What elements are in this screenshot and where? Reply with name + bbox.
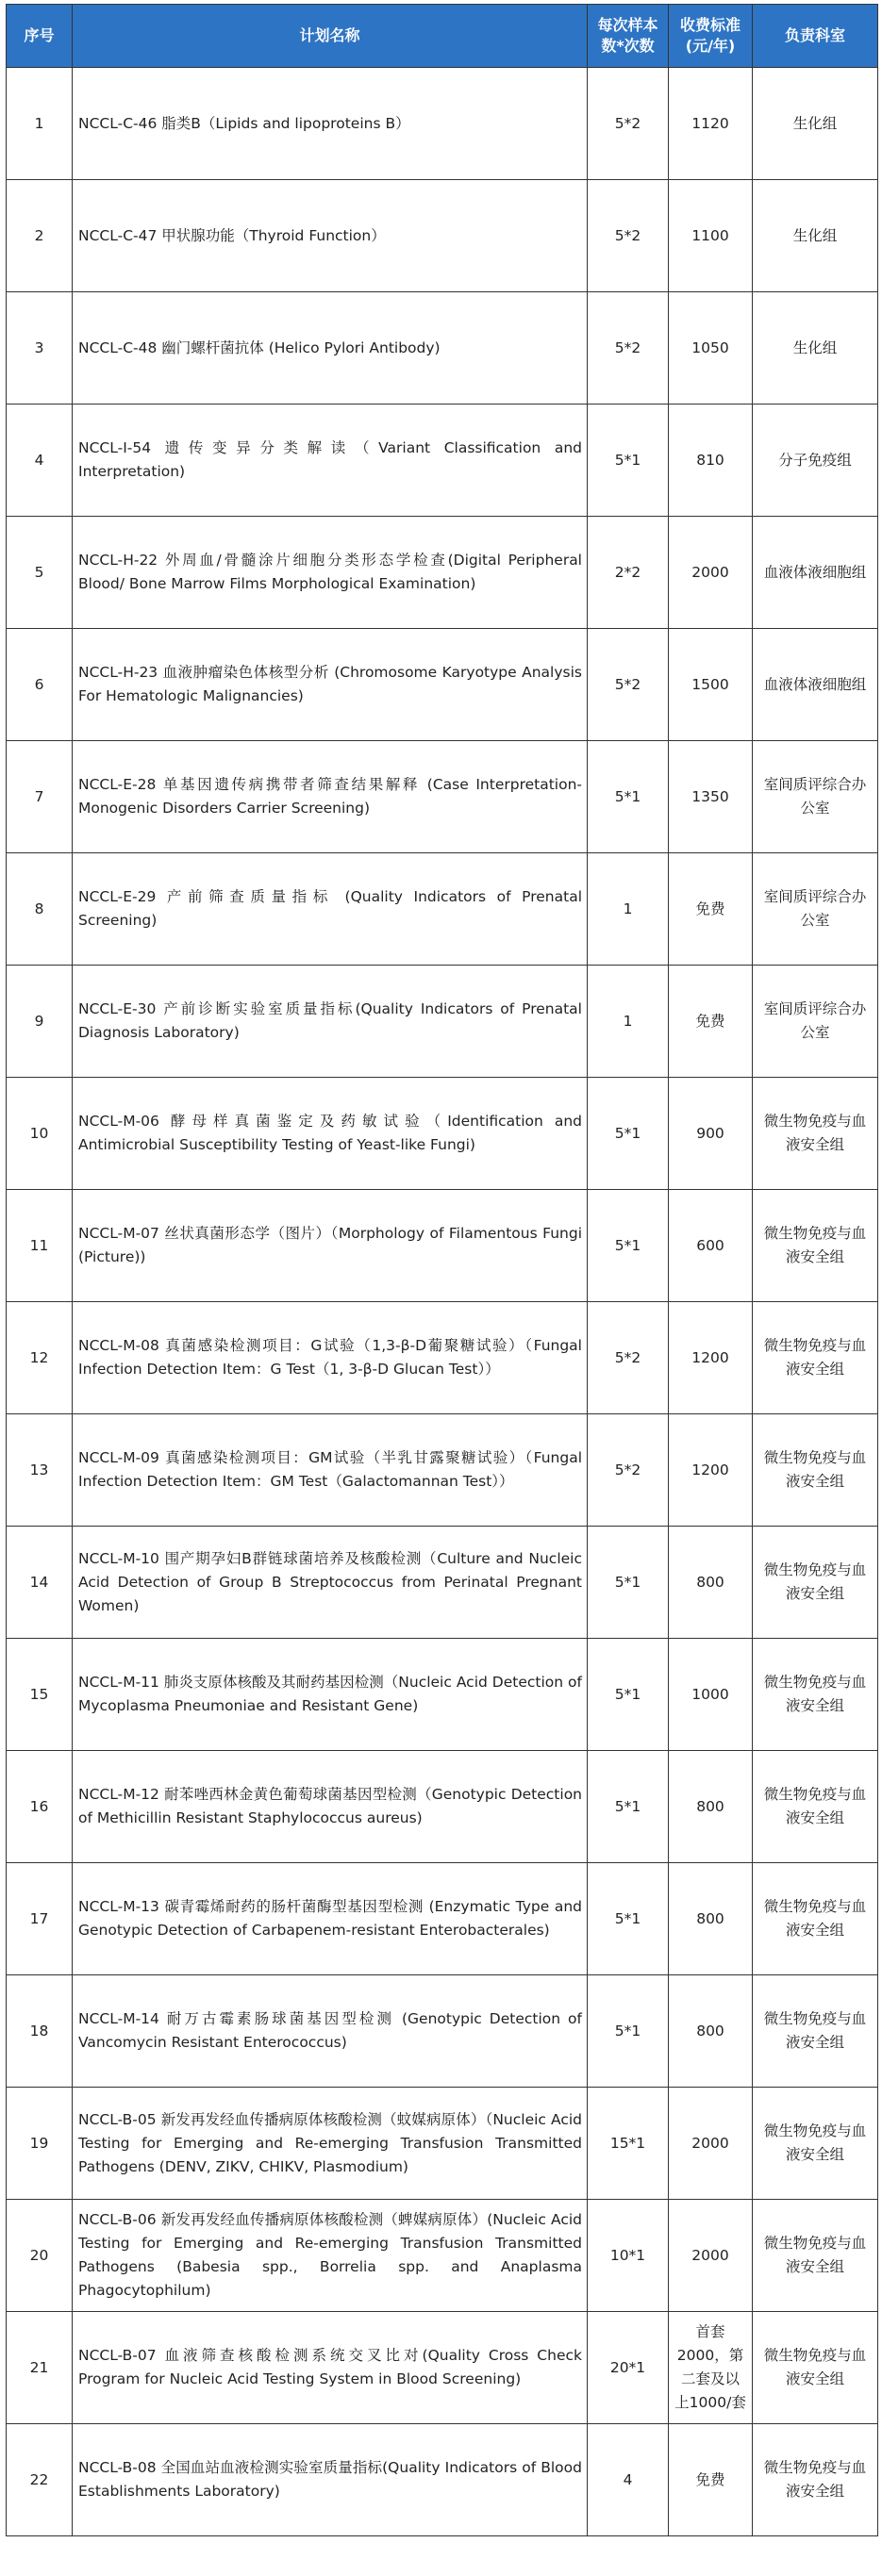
plan-name-cell: NCCL-H-22 外周血/骨髓涂片细胞分类形态学检查(Digital Peripheral Blood/ Bone Marrow Films Morphological Examination) <box>73 517 588 629</box>
sample-count-cell: 5*1 <box>588 405 669 517</box>
sample-count-cell: 5*2 <box>588 292 669 405</box>
row-index-cell: 4 <box>7 405 73 517</box>
fee-cell: 800 <box>669 1863 753 1975</box>
plan-name-cell: NCCL-M-06 酵母样真菌鉴定及药敏试验（Identification and Antimicrobial Susceptibility Testing of Yeast-like Fungi) <box>73 1078 588 1190</box>
header-index: 序号 <box>7 5 73 68</box>
department-cell: 微生物免疫与血液安全组 <box>753 1863 878 1975</box>
header-department: 负责科室 <box>753 5 878 68</box>
table-row <box>7 68 878 180</box>
row-index-cell: 11 <box>7 1190 73 1302</box>
sample-count-cell: 15*1 <box>588 2088 669 2200</box>
fee-cell: 800 <box>669 1527 753 1639</box>
plan-table <box>6 4 878 2536</box>
fee-cell: 1000 <box>669 1639 753 1751</box>
department-cell: 微生物免疫与血液安全组 <box>753 1751 878 1863</box>
sample-count-cell: 1 <box>588 853 669 966</box>
plan-name-cell: NCCL-H-23 血液肿瘤染色体核型分析 (Chromosome Karyotype Analysis For Hematologic Malignancies) <box>73 629 588 741</box>
row-index-cell: 8 <box>7 853 73 966</box>
fee-cell: 2000 <box>669 2088 753 2200</box>
table-row <box>7 1414 878 1527</box>
plan-name-cell: NCCL-C-48 幽门螺杆菌抗体 (Helico Pylori Antibody) <box>73 292 588 405</box>
department-cell: 生化组 <box>753 292 878 405</box>
plan-name-cell: NCCL-M-14 耐万古霉素肠球菌基因型检测 (Genotypic Detection of Vancomycin Resistant Enterococcus) <box>73 1975 588 2088</box>
fee-cell: 1200 <box>669 1302 753 1414</box>
table-row <box>7 853 878 966</box>
sample-count-cell: 5*1 <box>588 1639 669 1751</box>
fee-cell: 1200 <box>669 1414 753 1527</box>
plan-name-cell: NCCL-M-10 围产期孕妇B群链球菌培养及核酸检测（Culture and Nucleic Acid Detection of Group B Streptococcus from Perinatal Pregnant Women) <box>73 1527 588 1639</box>
department-cell: 微生物免疫与血液安全组 <box>753 1975 878 2088</box>
sample-count-cell: 1 <box>588 966 669 1078</box>
row-index-cell: 18 <box>7 1975 73 2088</box>
department-cell: 血液体液细胞组 <box>753 629 878 741</box>
plan-name-cell: NCCL-E-30 产前诊断实验室质量指标(Quality Indicators of Prenatal Diagnosis Laboratory) <box>73 966 588 1078</box>
department-cell: 微生物免疫与血液安全组 <box>753 2424 878 2536</box>
plan-name-cell: NCCL-M-13 碳青霉烯耐药的肠杆菌酶型基因型检测 (Enzymatic Type and Genotypic Detection of Carbapenem-resistant Enterobacterales) <box>73 1863 588 1975</box>
table-header-row <box>7 5 878 68</box>
row-index-cell: 22 <box>7 2424 73 2536</box>
table-row <box>7 405 878 517</box>
department-cell: 微生物免疫与血液安全组 <box>753 1527 878 1639</box>
header-samples: 每次样本数*次数 <box>588 5 669 68</box>
table-row <box>7 2424 878 2536</box>
table-row <box>7 2200 878 2312</box>
row-index-cell: 2 <box>7 180 73 292</box>
row-index-cell: 20 <box>7 2200 73 2312</box>
sample-count-cell: 5*1 <box>588 741 669 853</box>
table-row <box>7 180 878 292</box>
plan-name-cell: NCCL-B-06 新发再发经血传播病原体核酸检测（蜱媒病原体）(Nucleic Acid Testing for Emerging and Re-emerging Transfusion Transmitted Pathogens (Babesia spp., Borrelia spp. and Anaplasma Phagocytophilum) <box>73 2200 588 2312</box>
fee-cell: 2000 <box>669 517 753 629</box>
table-row <box>7 292 878 405</box>
plan-name-cell: NCCL-C-46 脂类B（Lipids and lipoproteins B） <box>73 68 588 180</box>
sample-count-cell: 5*2 <box>588 1414 669 1527</box>
fee-cell: 首套2000，第二套及以上1000/套 <box>669 2312 753 2424</box>
row-index-cell: 6 <box>7 629 73 741</box>
fee-cell: 1120 <box>669 68 753 180</box>
table-row <box>7 1527 878 1639</box>
table-row <box>7 966 878 1078</box>
row-index-cell: 19 <box>7 2088 73 2200</box>
fee-cell: 600 <box>669 1190 753 1302</box>
table-row <box>7 1302 878 1414</box>
table-row <box>7 1863 878 1975</box>
department-cell: 室间质评综合办公室 <box>753 741 878 853</box>
fee-cell: 900 <box>669 1078 753 1190</box>
row-index-cell: 21 <box>7 2312 73 2424</box>
row-index-cell: 7 <box>7 741 73 853</box>
department-cell: 分子免疫组 <box>753 405 878 517</box>
row-index-cell: 1 <box>7 68 73 180</box>
department-cell: 微生物免疫与血液安全组 <box>753 1078 878 1190</box>
row-index-cell: 5 <box>7 517 73 629</box>
sample-count-cell: 5*1 <box>588 1975 669 2088</box>
department-cell: 微生物免疫与血液安全组 <box>753 2088 878 2200</box>
plan-name-cell: NCCL-B-08 全国血站血液检测实验室质量指标(Quality Indicators of Blood Establishments Laboratory) <box>73 2424 588 2536</box>
row-index-cell: 13 <box>7 1414 73 1527</box>
plan-name-cell: NCCL-M-08 真菌感染检测项目：G试验（1,3-β-D葡聚糖试验）（Fungal Infection Detection Item：G Test（1, 3-β-D Glucan Test）） <box>73 1302 588 1414</box>
table-row <box>7 629 878 741</box>
sample-count-cell: 5*1 <box>588 1527 669 1639</box>
department-cell: 生化组 <box>753 68 878 180</box>
department-cell: 微生物免疫与血液安全组 <box>753 1302 878 1414</box>
fee-cell: 免费 <box>669 853 753 966</box>
department-cell: 微生物免疫与血液安全组 <box>753 2312 878 2424</box>
plan-name-cell: NCCL-E-28 单基因遗传病携带者筛查结果解释 (Case Interpretation-Monogenic Disorders Carrier Screening) <box>73 741 588 853</box>
plan-name-cell: NCCL-M-11 肺炎支原体核酸及其耐药基因检测（Nucleic Acid Detection of Mycoplasma Pneumoniae and Resistant Gene) <box>73 1639 588 1751</box>
sample-count-cell: 4 <box>588 2424 669 2536</box>
plan-name-cell: NCCL-M-12 耐苯唑西林金黄色葡萄球菌基因型检测（Genotypic Detection of Methicillin Resistant Staphylococcus aureus) <box>73 1751 588 1863</box>
sample-count-cell: 5*2 <box>588 68 669 180</box>
plan-name-cell: NCCL-C-47 甲状腺功能（Thyroid Function） <box>73 180 588 292</box>
row-index-cell: 12 <box>7 1302 73 1414</box>
department-cell: 生化组 <box>753 180 878 292</box>
sample-count-cell: 5*1 <box>588 1863 669 1975</box>
plan-name-cell: NCCL-M-07 丝状真菌形态学（图片）（Morphology of Filamentous Fungi (Picture)) <box>73 1190 588 1302</box>
fee-cell: 1100 <box>669 180 753 292</box>
table-row <box>7 2312 878 2424</box>
sample-count-cell: 5*2 <box>588 180 669 292</box>
plan-name-cell: NCCL-B-07 血液筛查核酸检测系统交叉比对(Quality Cross Check Program for Nucleic Acid Testing System in Blood Screening) <box>73 2312 588 2424</box>
fee-cell: 1500 <box>669 629 753 741</box>
row-index-cell: 14 <box>7 1527 73 1639</box>
sample-count-cell: 10*1 <box>588 2200 669 2312</box>
fee-cell: 2000 <box>669 2200 753 2312</box>
row-index-cell: 16 <box>7 1751 73 1863</box>
department-cell: 血液体液细胞组 <box>753 517 878 629</box>
fee-cell: 810 <box>669 405 753 517</box>
row-index-cell: 15 <box>7 1639 73 1751</box>
fee-cell: 800 <box>669 1751 753 1863</box>
row-index-cell: 3 <box>7 292 73 405</box>
row-index-cell: 10 <box>7 1078 73 1190</box>
table-row <box>7 517 878 629</box>
sample-count-cell: 5*2 <box>588 629 669 741</box>
table-row <box>7 1190 878 1302</box>
sample-count-cell: 5*1 <box>588 1751 669 1863</box>
fee-cell: 免费 <box>669 2424 753 2536</box>
sample-count-cell: 2*2 <box>588 517 669 629</box>
plan-name-cell: NCCL-B-05 新发再发经血传播病原体核酸检测（蚊媒病原体）（Nucleic Acid Testing for Emerging and Re-emerging Transfusion Transmitted Pathogens (DENV, ZIKV, CHIKV, Plasmodium) <box>73 2088 588 2200</box>
sample-count-cell: 5*2 <box>588 1302 669 1414</box>
table-row <box>7 2088 878 2200</box>
fee-cell: 1050 <box>669 292 753 405</box>
table-row <box>7 1751 878 1863</box>
department-cell: 微生物免疫与血液安全组 <box>753 1639 878 1751</box>
department-cell: 微生物免疫与血液安全组 <box>753 2200 878 2312</box>
plan-name-cell: NCCL-I-54 遗传变异分类解读（Variant Classification and Interpretation) <box>73 405 588 517</box>
row-index-cell: 9 <box>7 966 73 1078</box>
department-cell: 室间质评综合办公室 <box>753 853 878 966</box>
table-row <box>7 1975 878 2088</box>
sample-count-cell: 20*1 <box>588 2312 669 2424</box>
plan-name-cell: NCCL-M-09 真菌感染检测项目：GM试验（半乳甘露聚糖试验）（Fungal Infection Detection Item：GM Test（Galactomannan Test）） <box>73 1414 588 1527</box>
header-fee: 收费标准(元/年) <box>669 5 753 68</box>
sample-count-cell: 5*1 <box>588 1078 669 1190</box>
fee-cell: 800 <box>669 1975 753 2088</box>
row-index-cell: 17 <box>7 1863 73 1975</box>
sample-count-cell: 5*1 <box>588 1190 669 1302</box>
table-row <box>7 1639 878 1751</box>
department-cell: 微生物免疫与血液安全组 <box>753 1190 878 1302</box>
plan-name-cell: NCCL-E-29 产前筛查质量指标 (Quality Indicators of Prenatal Screening) <box>73 853 588 966</box>
table-row <box>7 1078 878 1190</box>
table-row <box>7 741 878 853</box>
fee-cell: 1350 <box>669 741 753 853</box>
fee-cell: 免费 <box>669 966 753 1078</box>
department-cell: 微生物免疫与血液安全组 <box>753 1414 878 1527</box>
header-plan-name: 计划名称 <box>73 5 588 68</box>
department-cell: 室间质评综合办公室 <box>753 966 878 1078</box>
